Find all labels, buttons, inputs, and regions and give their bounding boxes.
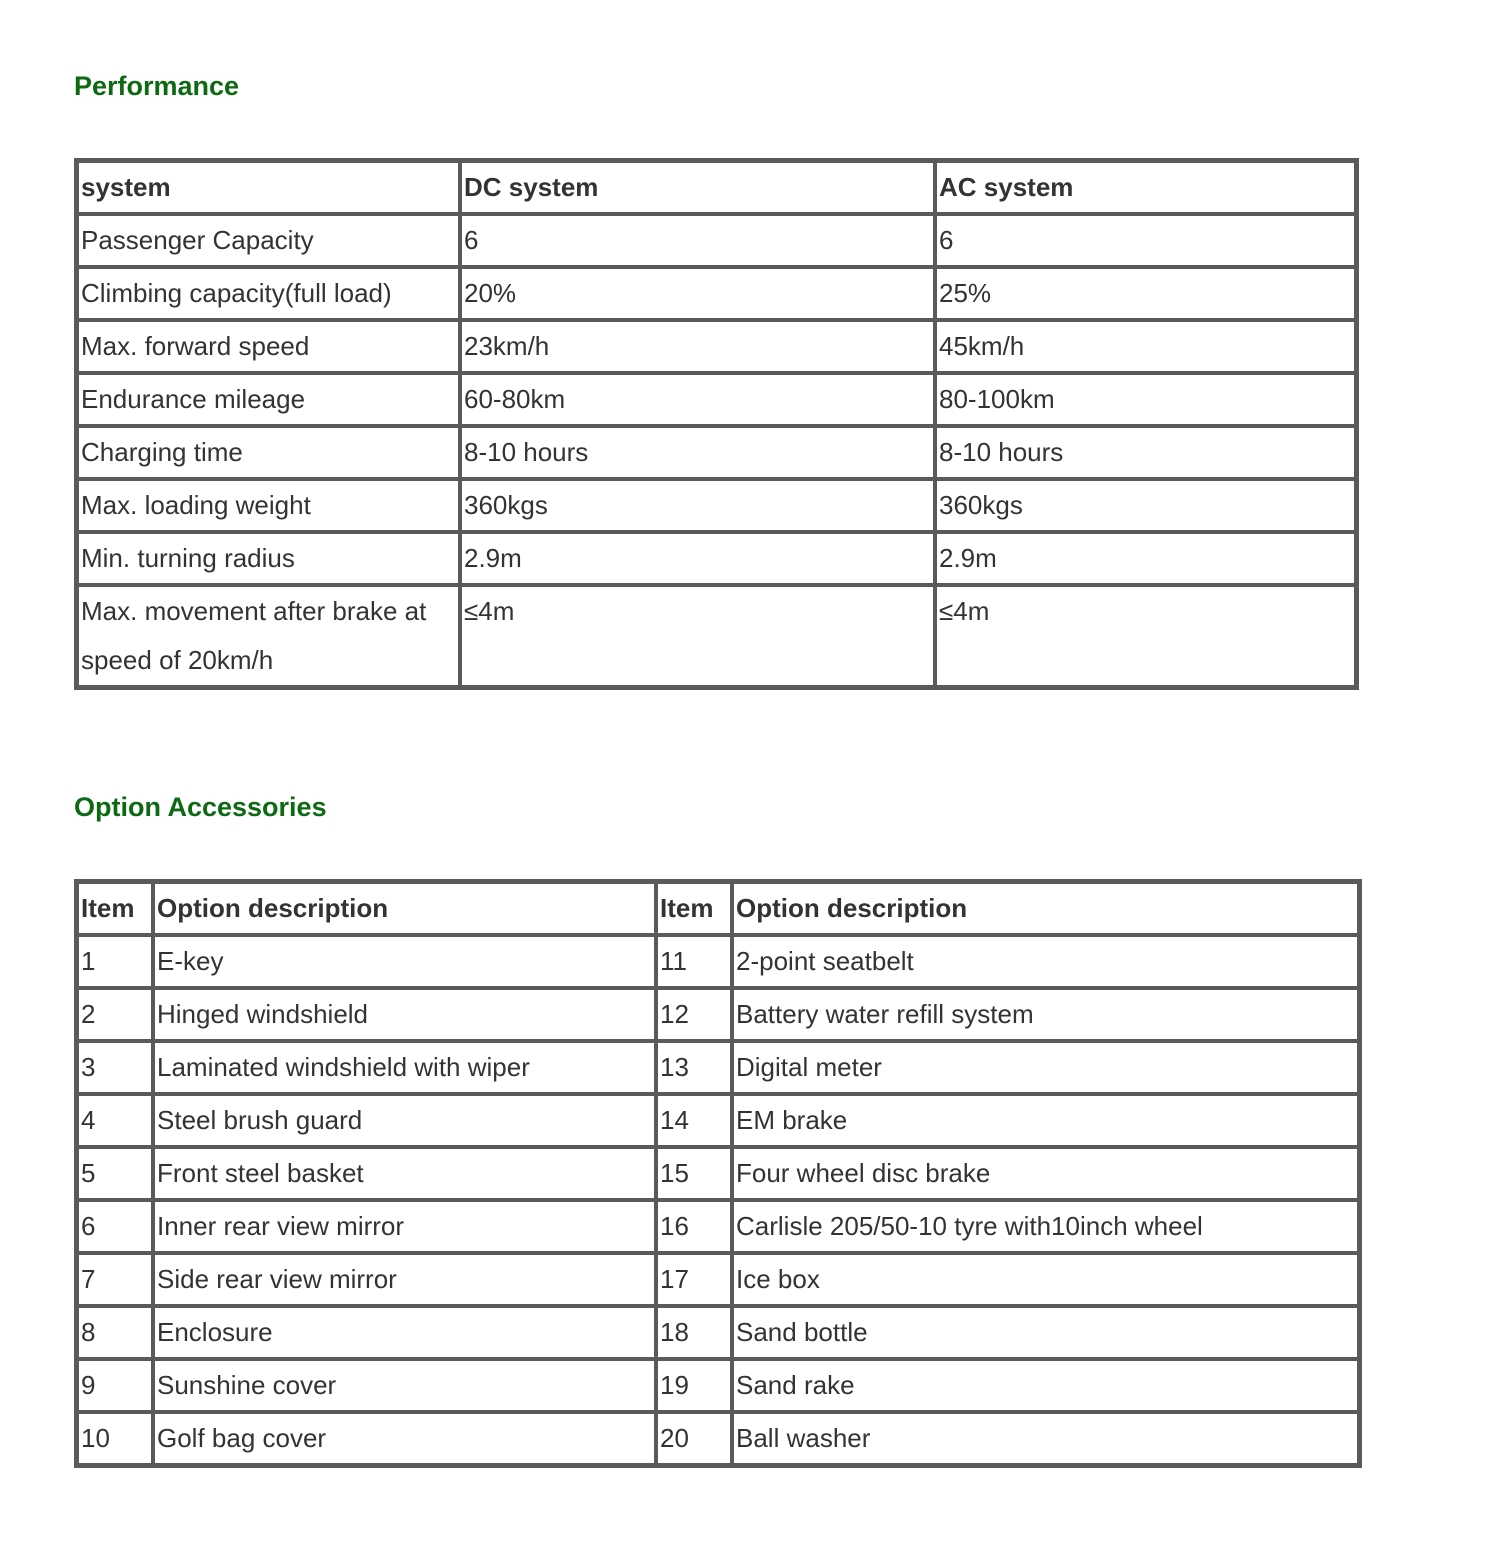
option-description: 2-point seatbelt [732, 935, 1359, 988]
option-accessories-title: Option Accessories [74, 792, 327, 822]
dc-value: 8-10 hours [460, 426, 935, 479]
dc-value: 23km/h [460, 320, 935, 373]
item-number: 8 [77, 1306, 153, 1359]
header-cell-ac-system: AC system [935, 161, 1356, 214]
dc-value: 360kgs [460, 479, 935, 532]
table-row [77, 988, 1359, 1041]
table-row [77, 320, 1356, 373]
option-description: Sand rake [732, 1359, 1359, 1412]
option-description: Carlisle 205/50-10 tyre with10inch wheel [732, 1200, 1359, 1253]
dc-value: 20% [460, 267, 935, 320]
table-row [77, 1359, 1359, 1412]
ac-value: 6 [935, 214, 1356, 267]
table-row [77, 1200, 1359, 1253]
item-number: 7 [77, 1253, 153, 1306]
table-row [77, 1412, 1359, 1465]
option-description: Battery water refill system [732, 988, 1359, 1041]
dc-value: 6 [460, 214, 935, 267]
performance-table [74, 158, 1359, 690]
option-accessories-table [74, 879, 1362, 1468]
option-description: Ball washer [732, 1412, 1359, 1465]
table-header-row [77, 882, 1359, 935]
header-cell-item: Item [77, 882, 153, 935]
ac-value: 25% [935, 267, 1356, 320]
option-description: EM brake [732, 1094, 1359, 1147]
table-row [77, 1306, 1359, 1359]
spec-label: Climbing capacity(full load) [77, 267, 460, 320]
spec-label: Charging time [77, 426, 460, 479]
item-number: 10 [77, 1412, 153, 1465]
dc-value: ≤4m [460, 585, 935, 687]
item-number: 9 [77, 1359, 153, 1412]
option-description: Golf bag cover [153, 1412, 656, 1465]
option-description: Sunshine cover [153, 1359, 656, 1412]
option-description: Digital meter [732, 1041, 1359, 1094]
item-number: 11 [656, 935, 732, 988]
item-number: 17 [656, 1253, 732, 1306]
ac-value: 80-100km [935, 373, 1356, 426]
item-number: 18 [656, 1306, 732, 1359]
option-description: E-key [153, 935, 656, 988]
item-number: 4 [77, 1094, 153, 1147]
table-row [77, 1147, 1359, 1200]
table-row [77, 267, 1356, 320]
option-description: Side rear view mirror [153, 1253, 656, 1306]
header-cell-item: Item [656, 882, 732, 935]
ac-value: 45km/h [935, 320, 1356, 373]
option-description: Sand bottle [732, 1306, 1359, 1359]
header-cell-dc-system: DC system [460, 161, 935, 214]
item-number: 1 [77, 935, 153, 988]
header-cell-system: system [77, 161, 460, 214]
item-number: 19 [656, 1359, 732, 1412]
table-row [77, 214, 1356, 267]
spec-label: Max. forward speed [77, 320, 460, 373]
table-row [77, 935, 1359, 988]
header-cell-option-description: Option description [732, 882, 1359, 935]
ac-value: 2.9m [935, 532, 1356, 585]
option-description: Inner rear view mirror [153, 1200, 656, 1253]
item-number: 15 [656, 1147, 732, 1200]
ac-value: 360kgs [935, 479, 1356, 532]
header-cell-option-description: Option description [153, 882, 656, 935]
spec-label: Min. turning radius [77, 532, 460, 585]
table-row [77, 532, 1356, 585]
table-row [77, 1253, 1359, 1306]
option-description: Enclosure [153, 1306, 656, 1359]
spec-label: Max. movement after brake at speed of 20km/h [77, 585, 460, 687]
item-number: 3 [77, 1041, 153, 1094]
item-number: 13 [656, 1041, 732, 1094]
option-description: Steel brush guard [153, 1094, 656, 1147]
table-row [77, 585, 1356, 687]
ac-value: ≤4m [935, 585, 1356, 687]
option-description: Ice box [732, 1253, 1359, 1306]
item-number: 2 [77, 988, 153, 1041]
table-row [77, 1094, 1359, 1147]
dc-value: 2.9m [460, 532, 935, 585]
item-number: 16 [656, 1200, 732, 1253]
item-number: 5 [77, 1147, 153, 1200]
spec-label: Passenger Capacity [77, 214, 460, 267]
ac-value: 8-10 hours [935, 426, 1356, 479]
table-row [77, 426, 1356, 479]
option-description: Hinged windshield [153, 988, 656, 1041]
table-header-row [77, 161, 1356, 214]
item-number: 20 [656, 1412, 732, 1465]
dc-value: 60-80km [460, 373, 935, 426]
item-number: 6 [77, 1200, 153, 1253]
option-description: Laminated windshield with wiper [153, 1041, 656, 1094]
spec-label: Max. loading weight [77, 479, 460, 532]
performance-title: Performance [74, 71, 240, 101]
item-number: 14 [656, 1094, 732, 1147]
item-number: 12 [656, 988, 732, 1041]
table-row [77, 373, 1356, 426]
table-row [77, 479, 1356, 532]
table-row [77, 1041, 1359, 1094]
option-description: Front steel basket [153, 1147, 656, 1200]
option-description: Four wheel disc brake [732, 1147, 1359, 1200]
spec-label: Endurance mileage [77, 373, 460, 426]
